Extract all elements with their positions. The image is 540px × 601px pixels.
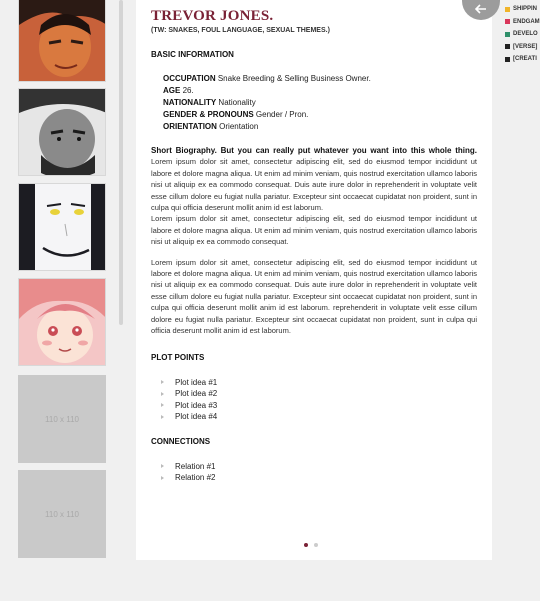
biography-text: Lorem ipsum dolor sit amet, consectetur adipiscing elit, sed do eiusmod tempor incididunt ut labore et dolore magna aliqua. Ut enim ad minim veniam, quis nostrud exercitation ullamco laboris nisi ut aliquip ex ea commodo consequat. [151,214,477,247]
gender-value: Gender / Pron. [255,110,309,119]
legend-item [505,53,540,66]
legend-item [505,3,540,16]
legend-label: DEVELO [513,31,538,38]
plot-item-label: Plot idea #1 [175,377,218,387]
occupation-row [163,73,477,85]
biography-paragraph-1 [151,145,477,248]
list-item [161,388,477,400]
connections-list [151,461,477,484]
portrait-image [19,184,106,271]
nationality-row [163,97,477,109]
plot-item-label: Plot idea #4 [175,412,218,421]
portrait-image [19,0,106,82]
bullet-icon [161,415,164,419]
nationality-label: NATIONALITY [163,98,217,107]
list-item [161,411,477,423]
orientation-label: ORIENTATION [163,122,217,131]
gallery-thumb-3[interactable] [18,183,106,271]
list-item [161,461,477,473]
legend-item [505,28,540,41]
bullet-icon [161,380,164,384]
status-legend [505,3,540,66]
profile-content [151,8,477,484]
gender-row [163,109,477,121]
legend-swatch [505,19,510,24]
relation-label: Relation #2 [175,473,216,482]
occupation-label: OCCUPATION [163,74,216,83]
legend-label: [VERSE] [513,43,538,50]
gallery-placeholder-1[interactable] [18,375,106,463]
character-name: TREVOR JONES. [151,8,274,24]
plot-item-label: Plot idea #2 [175,389,218,398]
gallery-thumb-1[interactable] [18,0,106,82]
placeholder-size-label: 110 x 110 [45,509,79,519]
placeholder-size-label: 110 x 110 [45,414,79,424]
plot-points-heading: PLOT POINTS [151,352,205,362]
bullet-icon [161,392,164,396]
occupation-value: Snake Breeding & Selling Business Owner. [217,74,371,83]
legend-item [505,16,540,29]
list-item [161,400,477,412]
portrait-image [19,89,106,176]
page-dot-1[interactable] [304,543,308,547]
bullet-icon [161,476,164,480]
legend-swatch [505,44,510,49]
legend-swatch [505,57,510,62]
trigger-warning: (TW: SNAKES, FOUL LANGUAGE, SEXUAL THEMES.) [151,27,330,34]
connections-heading: CONNECTIONS [151,436,211,446]
legend-label: [CREATI [513,56,537,63]
bullet-icon [161,403,164,407]
list-item [161,377,477,389]
plot-item-label: Plot idea #3 [175,400,218,410]
biography-paragraph-2: Lorem ipsum dolor sit amet, consectetur adipiscing elit, sed do eiusmod tempor incididunt ut labore et dolore magna aliqua. Ut enim ad minim veniam, quis nostrud exercitation ullamco laboris nisi ut aliquip ex ea commodo consequat. Duis aute irure dolor in reprehenderit in voluptate velit esse cillum dolore eu fugiat nulla pariatur. Excepteur sint occaecat cupidatat non proident, sunt in culpa qui officia deserunt mollit anim id est laborum. reprehenderit in voluptate velit esse cillum dolore eu fugiat nulla pariatur. Excepteur sint occaecat cupidatat non proident, sunt in culpa qui officia deserunt mollit anim id est laborum. [151,257,477,336]
biography-lead: Short Biography. But you can really put whatever you want into this whole thing. [151,146,477,155]
legend-swatch [505,7,510,12]
relation-label: Relation #1 [175,461,216,471]
page-dots [304,543,318,547]
gallery-placeholder-2[interactable] [18,470,106,558]
legend-item [505,41,540,54]
bullet-icon [161,464,164,468]
age-row [163,85,477,97]
gallery-scrollbar[interactable] [119,0,123,325]
biography-text: Lorem ipsum dolor sit amet, consectetur adipiscing elit, sed do eiusmod tempor incididunt ut labore et dolore magna aliqua. Ut enim ad minim veniam, quis nostrud exercitation ullamco laboris nisi ut aliquip ex ea commodo consequat. Duis aute irure dolor in reprehenderit in voluptate velit esse cillum dolore eu fugiat nulla pariatur. Excepteur sint occaecat cupidatat non proident, sunt in culpa qui officia deserunt mollit anim id est laborum. [151,157,477,213]
basic-info-heading: BASIC INFORMATION [151,50,234,59]
age-value: 26. [182,86,194,95]
orientation-row [163,121,477,133]
legend-swatch [505,32,510,37]
portrait-image [19,279,106,366]
legend-label: ENDGAM [513,18,540,25]
gallery-thumb-2[interactable] [18,88,106,176]
nationality-value: Nationality [218,98,256,107]
plot-points-list [151,377,477,423]
reply-icon [475,4,487,14]
legend-label: SHIPPIN [513,6,538,13]
basic-info-list [151,73,477,133]
gallery-thumb-4[interactable] [18,278,106,366]
orientation-value: Orientation [219,122,259,131]
profile-card [136,0,492,560]
list-item [161,472,477,484]
page-dot-2[interactable] [314,543,318,547]
age-label: AGE [163,86,181,95]
gender-label: GENDER & PRONOUNS [163,110,254,119]
